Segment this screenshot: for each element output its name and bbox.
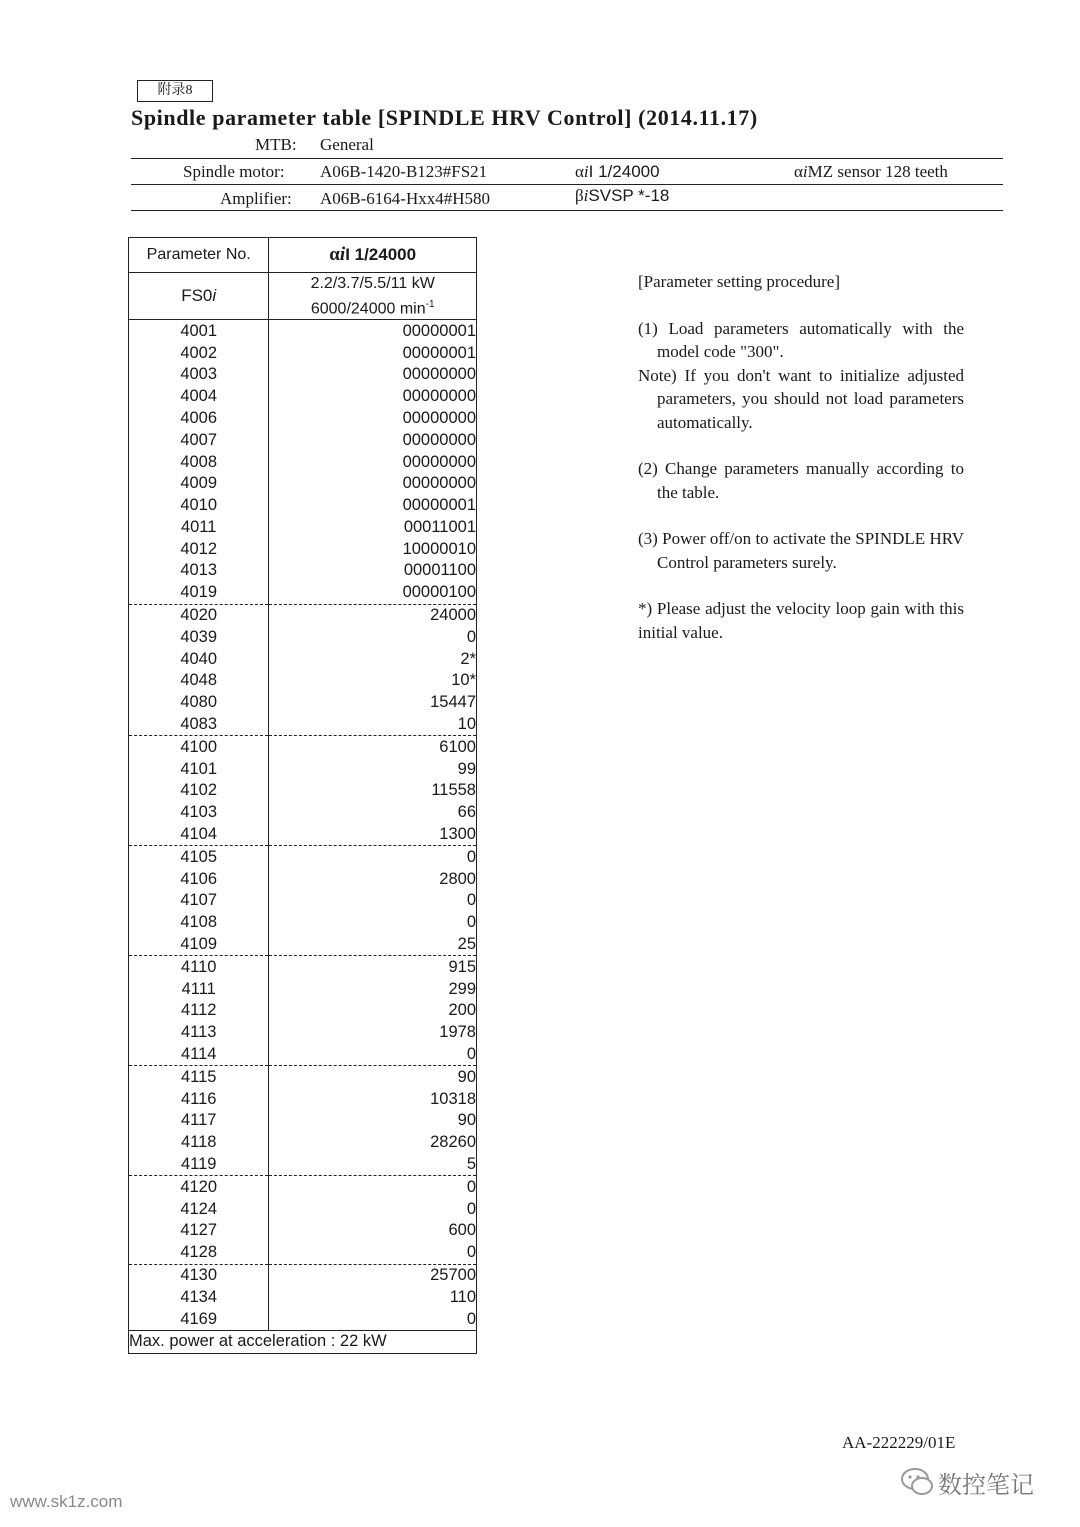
param-number: 4119	[129, 1154, 269, 1176]
param-number: 4002	[129, 342, 269, 364]
param-value: 2800	[269, 868, 477, 890]
param-number: 4011	[129, 517, 269, 539]
param-number: 4134	[129, 1286, 269, 1308]
param-value: 6100	[269, 736, 477, 758]
param-value: 1978	[269, 1022, 477, 1044]
table-row	[129, 495, 477, 517]
param-number: 4003	[129, 364, 269, 386]
param-value: 10	[269, 714, 477, 736]
table-row	[129, 582, 477, 604]
table-row	[129, 364, 477, 386]
table-row	[129, 560, 477, 582]
table-row	[129, 1000, 477, 1022]
table-row	[129, 692, 477, 714]
table-row	[129, 320, 477, 342]
page-title: Spindle parameter table [SPINDLE HRV Control] (2014.11.17)	[131, 105, 758, 130]
procedure-notes	[638, 270, 964, 644]
param-number: 4040	[129, 648, 269, 670]
mtb-label: MTB:	[255, 135, 297, 154]
param-value: 90	[269, 1110, 477, 1132]
param-number: 4124	[129, 1198, 269, 1220]
table-row	[129, 626, 477, 648]
param-number: 4102	[129, 780, 269, 802]
table-row	[129, 648, 477, 670]
param-value: 00000001	[269, 320, 477, 342]
param-number: 4107	[129, 890, 269, 912]
param-value: 0	[269, 912, 477, 934]
max-power-note: Max. power at acceleration : 22 kW	[129, 1330, 477, 1353]
procedure-step-2: (2) Change parameters manually according to the table.	[638, 459, 964, 502]
param-no-header: Parameter No.	[129, 238, 269, 273]
param-value: 299	[269, 978, 477, 1000]
param-number: 4111	[129, 978, 269, 1000]
table-row	[129, 824, 477, 846]
table-footer-row	[129, 1330, 477, 1353]
param-number: 4101	[129, 758, 269, 780]
param-value: 00000000	[269, 429, 477, 451]
table-row	[129, 714, 477, 736]
param-number: 4007	[129, 429, 269, 451]
param-value: 11558	[269, 780, 477, 802]
param-value: 00000000	[269, 386, 477, 408]
parameter-table	[128, 237, 477, 1354]
param-number: 4118	[129, 1132, 269, 1154]
param-value: 00000001	[269, 342, 477, 364]
param-value: 0	[269, 846, 477, 868]
table-row	[129, 408, 477, 430]
param-value: 0	[269, 1308, 477, 1330]
param-value: 00000000	[269, 451, 477, 473]
param-number: 4169	[129, 1308, 269, 1330]
table-row	[129, 736, 477, 758]
procedure-step-1: (1) Load parameters automatically with the model code "300".	[638, 318, 964, 361]
param-number: 4006	[129, 408, 269, 430]
wechat-account-name: 数控笔记	[938, 1471, 1034, 1499]
amp-model: βiSVSP *-18	[575, 186, 670, 205]
param-value: 00011001	[269, 517, 477, 539]
appendix-tag: 附录8	[137, 80, 213, 102]
param-number: 4114	[129, 1044, 269, 1066]
amp-label: Amplifier:	[220, 189, 292, 208]
model-header: αiI 1/24000	[269, 238, 477, 273]
param-value: 90	[269, 1066, 477, 1088]
param-value: 0	[269, 1242, 477, 1264]
table-row	[129, 1242, 477, 1264]
table-row	[129, 517, 477, 539]
param-number: 4001	[129, 320, 269, 342]
param-number: 4010	[129, 495, 269, 517]
param-number: 4004	[129, 386, 269, 408]
procedure-step-3: (3) Power off/on to activate the SPINDLE HRV Control parameters surely.	[638, 529, 964, 572]
param-value: 00000000	[269, 473, 477, 495]
param-number: 4120	[129, 1176, 269, 1198]
sensor-model: αiMZ sensor 128 teeth	[794, 162, 948, 181]
param-value: 15447	[269, 692, 477, 714]
param-value: 5	[269, 1154, 477, 1176]
table-row	[129, 1044, 477, 1066]
table-row	[129, 978, 477, 1000]
table-row	[129, 429, 477, 451]
param-number: 4130	[129, 1264, 269, 1286]
param-value: 600	[269, 1220, 477, 1242]
divider	[131, 184, 1003, 185]
param-value: 99	[269, 758, 477, 780]
param-value: 24000	[269, 604, 477, 626]
spec-header: 2.2/3.7/5.5/11 kW 6000/24000 $\min^{-1}$	[269, 273, 477, 320]
param-value: 00000100	[269, 582, 477, 604]
param-number: 4109	[129, 934, 269, 956]
param-number: 4110	[129, 956, 269, 978]
param-value: 200	[269, 1000, 477, 1022]
param-value: 0	[269, 890, 477, 912]
table-row	[129, 846, 477, 868]
param-number: 4103	[129, 802, 269, 824]
param-number: 4108	[129, 912, 269, 934]
document-number: AA-222229/01E	[842, 1433, 956, 1452]
param-value: 110	[269, 1286, 477, 1308]
mtb-value: General	[320, 135, 374, 154]
watermark-url: www.sk1z.com	[10, 1492, 123, 1511]
param-value: 2*	[269, 648, 477, 670]
param-number: 4117	[129, 1110, 269, 1132]
divider	[131, 158, 1003, 159]
procedure-note: Note) If you don't want to initialize adjusted parameters, you should not load parameters automatically.	[638, 365, 964, 432]
table-row	[129, 1132, 477, 1154]
procedure-heading: [Parameter setting procedure]	[638, 272, 841, 291]
param-value: 1300	[269, 824, 477, 846]
param-value: 00001100	[269, 560, 477, 582]
param-number: 4105	[129, 846, 269, 868]
table-row	[129, 1022, 477, 1044]
table-row	[129, 868, 477, 890]
table-row	[129, 956, 477, 978]
table-row	[129, 1308, 477, 1330]
param-value: 10000010	[269, 538, 477, 560]
param-value: 25700	[269, 1264, 477, 1286]
fs-header: FS0i	[129, 273, 269, 320]
table-row	[129, 890, 477, 912]
table-row	[129, 1264, 477, 1286]
param-number: 4048	[129, 670, 269, 692]
param-number: 4104	[129, 824, 269, 846]
motor-label: Spindle motor:	[183, 162, 285, 181]
motor-code: A06B-1420-B123#FS21	[320, 162, 488, 181]
param-value: 00000000	[269, 364, 477, 386]
table-row	[129, 342, 477, 364]
param-number: 4112	[129, 1000, 269, 1022]
param-value: 00000001	[269, 495, 477, 517]
param-number: 4106	[129, 868, 269, 890]
param-value: 915	[269, 956, 477, 978]
param-value: 00000000	[269, 408, 477, 430]
param-number: 4020	[129, 604, 269, 626]
param-number: 4039	[129, 626, 269, 648]
param-value: 28260	[269, 1132, 477, 1154]
param-number: 4008	[129, 451, 269, 473]
table-row	[129, 802, 477, 824]
table-row	[129, 1176, 477, 1198]
motor-model: αiI 1/24000	[575, 162, 660, 181]
param-value: 0	[269, 626, 477, 648]
param-number: 4115	[129, 1066, 269, 1088]
table-row	[129, 1088, 477, 1110]
table-row	[129, 758, 477, 780]
param-number: 4100	[129, 736, 269, 758]
param-value: 0	[269, 1176, 477, 1198]
param-number: 4113	[129, 1022, 269, 1044]
divider	[131, 210, 1003, 211]
param-number: 4012	[129, 538, 269, 560]
amp-code: A06B-6164-Hxx4#H580	[320, 189, 490, 208]
table-row	[129, 1286, 477, 1308]
procedure-remark: *) Please adjust the velocity loop gain with this initial value.	[638, 599, 964, 642]
param-value: 10*	[269, 670, 477, 692]
table-row	[129, 1066, 477, 1088]
table-row	[129, 780, 477, 802]
param-value: 66	[269, 802, 477, 824]
table-row	[129, 1220, 477, 1242]
wechat-icon	[898, 1462, 938, 1502]
param-number: 4009	[129, 473, 269, 495]
table-row	[129, 670, 477, 692]
param-value: 10318	[269, 1088, 477, 1110]
param-value: 0	[269, 1044, 477, 1066]
param-number: 4019	[129, 582, 269, 604]
table-row	[129, 604, 477, 626]
table-row	[129, 538, 477, 560]
table-row	[129, 1154, 477, 1176]
param-number: 4116	[129, 1088, 269, 1110]
table-row	[129, 1198, 477, 1220]
param-number: 4127	[129, 1220, 269, 1242]
table-row	[129, 1110, 477, 1132]
table-row	[129, 451, 477, 473]
param-number: 4013	[129, 560, 269, 582]
param-number: 4083	[129, 714, 269, 736]
table-row	[129, 934, 477, 956]
param-value: 25	[269, 934, 477, 956]
param-number: 4080	[129, 692, 269, 714]
table-row	[129, 386, 477, 408]
table-row	[129, 912, 477, 934]
param-value: 0	[269, 1198, 477, 1220]
param-number: 4128	[129, 1242, 269, 1264]
table-row	[129, 473, 477, 495]
